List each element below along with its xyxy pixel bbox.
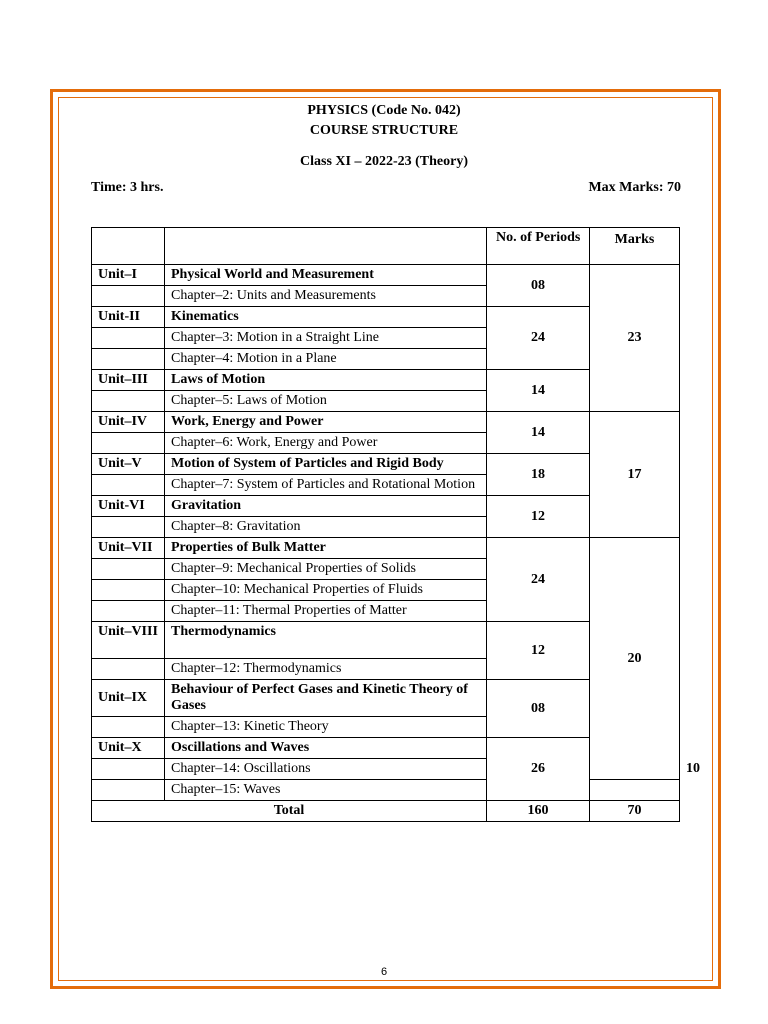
- header-cell-unit: [92, 228, 165, 265]
- unit-title-cell: Behaviour of Perfect Gases and Kinetic Theory of Gases: [165, 680, 487, 717]
- unit-cell: [92, 580, 165, 601]
- chapter-cell: Chapter–11: Thermal Properties of Matter: [165, 601, 487, 622]
- unit-cell: Unit–VIII: [92, 622, 165, 659]
- unit-title-cell: Gravitation: [165, 496, 487, 517]
- periods-cell: 24: [487, 538, 590, 622]
- chapter-cell: Chapter–12: Thermodynamics: [165, 659, 487, 680]
- unit-title-cell: Oscillations and Waves: [165, 738, 487, 759]
- chapter-cell: Chapter–7: System of Particles and Rotational Motion: [165, 475, 487, 496]
- unit-cell: Unit–IX: [92, 680, 165, 717]
- chapter-cell: Chapter–6: Work, Energy and Power: [165, 433, 487, 454]
- chapter-cell: Chapter–4: Motion in a Plane: [165, 349, 487, 370]
- document-title: PHYSICS (Code No. 042): [307, 103, 461, 118]
- chapter-cell: Chapter–9: Mechanical Properties of Solids: [165, 559, 487, 580]
- unit-cell: [92, 475, 165, 496]
- unit-cell: Unit-VI: [92, 496, 165, 517]
- periods-cell: 26: [487, 738, 590, 801]
- unit-cell: Unit–III: [92, 370, 165, 391]
- table-row: [92, 265, 680, 286]
- unit-cell: [92, 717, 165, 738]
- table-row: [92, 780, 680, 801]
- chapter-cell: Chapter–5: Laws of Motion: [165, 391, 487, 412]
- unit-title-cell: Kinematics: [165, 307, 487, 328]
- unit-cell: [92, 349, 165, 370]
- unit-cell: [92, 433, 165, 454]
- table-row: [92, 412, 680, 433]
- unit-title-cell: Motion of System of Particles and Rigid Body: [165, 454, 487, 475]
- header-cell-periods: No. of Periods: [487, 228, 590, 265]
- periods-cell: 14: [487, 412, 590, 454]
- marks-cell: 17: [590, 412, 680, 538]
- total-label: Total: [92, 801, 487, 822]
- unit-cell: Unit-II: [92, 307, 165, 328]
- table-row: Unit–X Oscillations and Waves 26 10: [92, 738, 680, 759]
- unit-cell: Unit–IV: [92, 412, 165, 433]
- chapter-cell: Chapter–15: Waves: [165, 780, 487, 801]
- exam-time: Time: 3 hrs.: [91, 180, 164, 195]
- unit-title-cell: Properties of Bulk Matter: [165, 538, 487, 559]
- chapter-cell: Chapter–10: Mechanical Properties of Fluids: [165, 580, 487, 601]
- table-row: [92, 538, 680, 559]
- unit-title-cell: Thermodynamics: [165, 622, 487, 659]
- unit-cell: [92, 780, 165, 801]
- unit-title-cell: Work, Energy and Power: [165, 412, 487, 433]
- header-cell-title: [165, 228, 487, 265]
- header-cell-marks: Marks: [590, 228, 680, 265]
- unit-cell: Unit–V: [92, 454, 165, 475]
- chapter-cell: Chapter–3: Motion in a Straight Line: [165, 328, 487, 349]
- table-header-row: [92, 228, 680, 265]
- total-marks: 70: [590, 801, 680, 822]
- marks-cell: 20: [590, 538, 680, 780]
- chapter-cell: Chapter–2: Units and Measurements: [165, 286, 487, 307]
- unit-title-cell: Physical World and Measurement: [165, 265, 487, 286]
- chapter-cell: Chapter–14: Oscillations: [165, 759, 487, 780]
- marks-cell: 23: [590, 265, 680, 412]
- chapter-cell: Chapter–8: Gravitation: [165, 517, 487, 538]
- unit-cell: [92, 601, 165, 622]
- periods-cell: 08: [487, 265, 590, 307]
- page-number: 6: [380, 966, 388, 978]
- total-periods: 160: [487, 801, 590, 822]
- periods-cell: 18: [487, 454, 590, 496]
- periods-cell: 12: [487, 622, 590, 680]
- periods-cell: 24: [487, 307, 590, 370]
- unit-cell: [92, 559, 165, 580]
- document-subtitle: COURSE STRUCTURE: [309, 123, 459, 138]
- periods-cell: 12: [487, 496, 590, 538]
- unit-cell: Unit–I: [92, 265, 165, 286]
- periods-cell: 08: [487, 680, 590, 738]
- unit-cell: Unit–X: [92, 738, 165, 759]
- unit-title-cell: Laws of Motion: [165, 370, 487, 391]
- unit-cell: [92, 759, 165, 780]
- max-marks: Max Marks: 70: [588, 180, 681, 195]
- unit-cell: [92, 286, 165, 307]
- course-structure-table: [91, 227, 700, 822]
- unit-cell: [92, 659, 165, 680]
- chapter-cell: Chapter–13: Kinetic Theory: [165, 717, 487, 738]
- unit-cell: Unit–VII: [92, 538, 165, 559]
- unit-cell: [92, 328, 165, 349]
- total-row: [92, 801, 680, 822]
- class-line: Class XI – 2022-23 (Theory): [300, 154, 468, 169]
- periods-cell: 14: [487, 370, 590, 412]
- unit-cell: [92, 391, 165, 412]
- unit-cell: [92, 517, 165, 538]
